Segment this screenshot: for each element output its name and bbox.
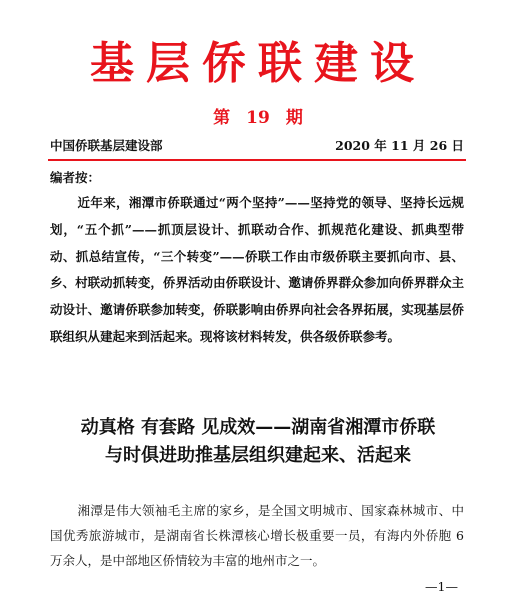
meta-row bbox=[50, 136, 464, 156]
article-body: 湘潭是伟大领袖毛主席的家乡，是全国文明城市、国家森林城市、中国优秀旅游城市，是湖南省长株潭核心增长极重要一员，有海内外侨胞 6 万余人，是中部地区侨情较为丰富的地州市之一。 bbox=[50, 503, 464, 568]
editor-note: 近年来，湘潭市侨联通过“两个坚持”——坚持党的领导、坚持长远规划，“五个抓”——抓顶层设计、抓联动合作、抓规范化建设、抓典型带动、抓总结宣传，“三个转变”——侨联工作由市级侨联主要抓向市、县、乡、村联动抓转变，侨界活动由侨联设计、邀请侨界群众参加向侨界群众主动设计、邀请侨联参加转变，侨联影响由侨界向社会各界拓展，实现基层侨联组织从建起来到活起来。现将该材料转发，供各级侨联参考。 bbox=[50, 195, 464, 344]
headline-line-1: 动真格 有套路 见成效——湖南省湘潭市侨联 bbox=[80, 417, 436, 438]
issue-number-value: 19 bbox=[246, 108, 270, 128]
headline-line-2: 与时俱进助推基层组织建起来、活起来 bbox=[105, 445, 411, 466]
issue-number bbox=[0, 106, 516, 130]
issue-date: 2020 年 11 月 26 日 bbox=[335, 138, 464, 153]
issue-suffix: 期 bbox=[285, 108, 303, 128]
issuing-organization: 中国侨联基层建设部 bbox=[50, 138, 163, 153]
masthead-title: 基层侨联建设 bbox=[90, 38, 426, 89]
article-headline bbox=[44, 414, 472, 470]
page-number: —1— bbox=[425, 579, 458, 594]
header-divider bbox=[48, 159, 466, 161]
issue-prefix: 第 bbox=[213, 108, 231, 128]
editor-note-label: 编者按： bbox=[50, 170, 101, 185]
